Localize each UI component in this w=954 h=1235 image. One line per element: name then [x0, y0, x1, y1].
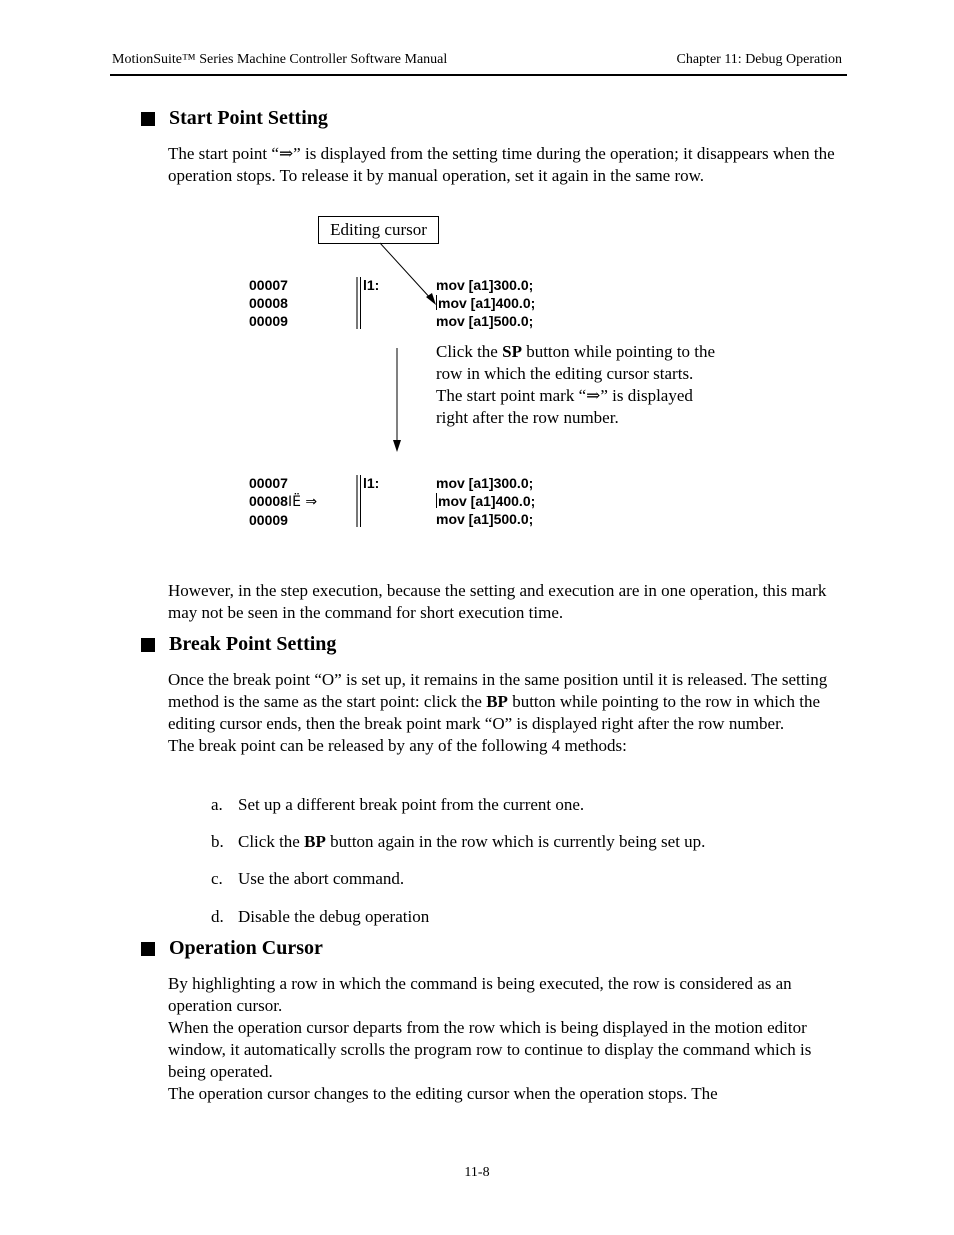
list-label: b.	[211, 832, 224, 851]
note-text: Click the	[436, 342, 503, 361]
list-text: Click the	[238, 832, 305, 851]
paragraph: By highlighting a row in which the command is being executed, the row is considered as an operation cursor.	[168, 974, 792, 1015]
list-label: c.	[211, 869, 223, 888]
list-text: Disable the debug operation	[238, 907, 430, 926]
note-bold: SP	[502, 342, 522, 361]
code-line	[436, 492, 535, 510]
list-item	[211, 794, 584, 816]
start-point-outro	[168, 580, 840, 624]
callout-leader-line	[380, 243, 432, 300]
section-title: Start Point Setting	[169, 107, 328, 129]
code-line: mov [a1]500.0;	[436, 313, 534, 329]
code-lines-before	[436, 276, 535, 330]
section-title: Operation Cursor	[169, 937, 323, 959]
row-number: 00009	[249, 313, 288, 329]
square-bullet-icon	[141, 638, 155, 652]
list-item	[211, 868, 404, 890]
code-line-text: mov [a1]400.0;	[438, 295, 536, 311]
row-number: 00007	[249, 277, 288, 293]
editor-gutter-bar	[356, 475, 361, 527]
running-header-chapter: Chapter 11: Debug Operation	[676, 52, 842, 67]
operation-cursor-body	[168, 973, 840, 1105]
square-bullet-icon	[141, 942, 155, 956]
bold-text: BP	[486, 692, 508, 711]
paragraph: However, in the step execution, because the setting and execution are in one operation, this mark may not be seen in the command for short execution time.	[168, 581, 827, 622]
row-number: 00007	[249, 475, 288, 491]
down-arrow-head	[393, 440, 401, 452]
editing-cursor-icon	[436, 295, 437, 310]
code-line-text: mov [a1]400.0;	[438, 493, 536, 509]
text: button while pointing to the row in which the editing cursor ends, then the break point mark “O” is displayed right after the row number.	[168, 692, 821, 733]
paragraph	[168, 669, 840, 735]
list-text: Set up a different break point from the current one.	[238, 795, 585, 814]
sp-instruction-note	[436, 341, 716, 429]
page-number: 11-8	[464, 1165, 490, 1180]
section-break-point	[141, 633, 336, 656]
row-number: 00009	[249, 512, 288, 528]
text: Once the break point “O” is set up, it remains in the same position until it is released. The setting method is the same as the start point: click the	[168, 670, 828, 711]
editor-gutter-bar	[356, 277, 361, 329]
code-line: mov [a1]500.0;	[436, 511, 534, 527]
start-point-mark: IË ⇒	[287, 494, 318, 510]
list-label: a.	[211, 795, 223, 814]
section-operation-cursor	[141, 937, 323, 960]
paragraph: When the operation cursor departs from the row which is being displayed in the motion editor window, it automatically scrolls the program row to continue to display the command which is being operated.	[168, 1018, 812, 1081]
running-header-title: MotionSuite™ Series Machine Controller Software Manual	[112, 52, 448, 67]
code-label: l1:	[363, 277, 380, 293]
paragraph: The start point “⇒” is displayed from the setting time during the operation; it disappears when the operation stops. To release it by manual operation, set it again in the same row.	[168, 144, 835, 185]
list-label: d.	[211, 907, 224, 926]
code-line: mov [a1]300.0;	[436, 475, 534, 491]
code-line: mov [a1]300.0;	[436, 277, 534, 293]
editing-cursor-callout: Editing cursor	[318, 216, 439, 244]
break-point-body	[168, 669, 840, 757]
row-number: 00008	[249, 295, 288, 311]
section-title: Break Point Setting	[169, 633, 337, 655]
list-bold: BP	[304, 832, 326, 851]
list-item	[211, 831, 705, 853]
row-numbers-after	[249, 474, 317, 529]
list-item	[211, 906, 429, 928]
row-number-text: 00008	[249, 493, 288, 509]
code-line	[436, 294, 535, 312]
paragraph: The operation cursor changes to the editing cursor when the operation stops. The	[168, 1084, 718, 1103]
code-label: l1:	[363, 475, 380, 491]
editing-cursor-icon	[436, 493, 437, 508]
code-lines-after	[436, 474, 535, 528]
note-text: button while pointing to the row in which the editing cursor starts. The start point mark “⇒” is displayed right after the row number.	[436, 342, 716, 427]
row-numbers-before	[249, 276, 288, 330]
list-text: button again in the row which is currently being set up.	[325, 832, 706, 851]
row-number	[249, 492, 317, 511]
paragraph: The break point can be released by any of the following 4 methods:	[168, 736, 627, 755]
list-text: Use the abort command.	[238, 869, 405, 888]
